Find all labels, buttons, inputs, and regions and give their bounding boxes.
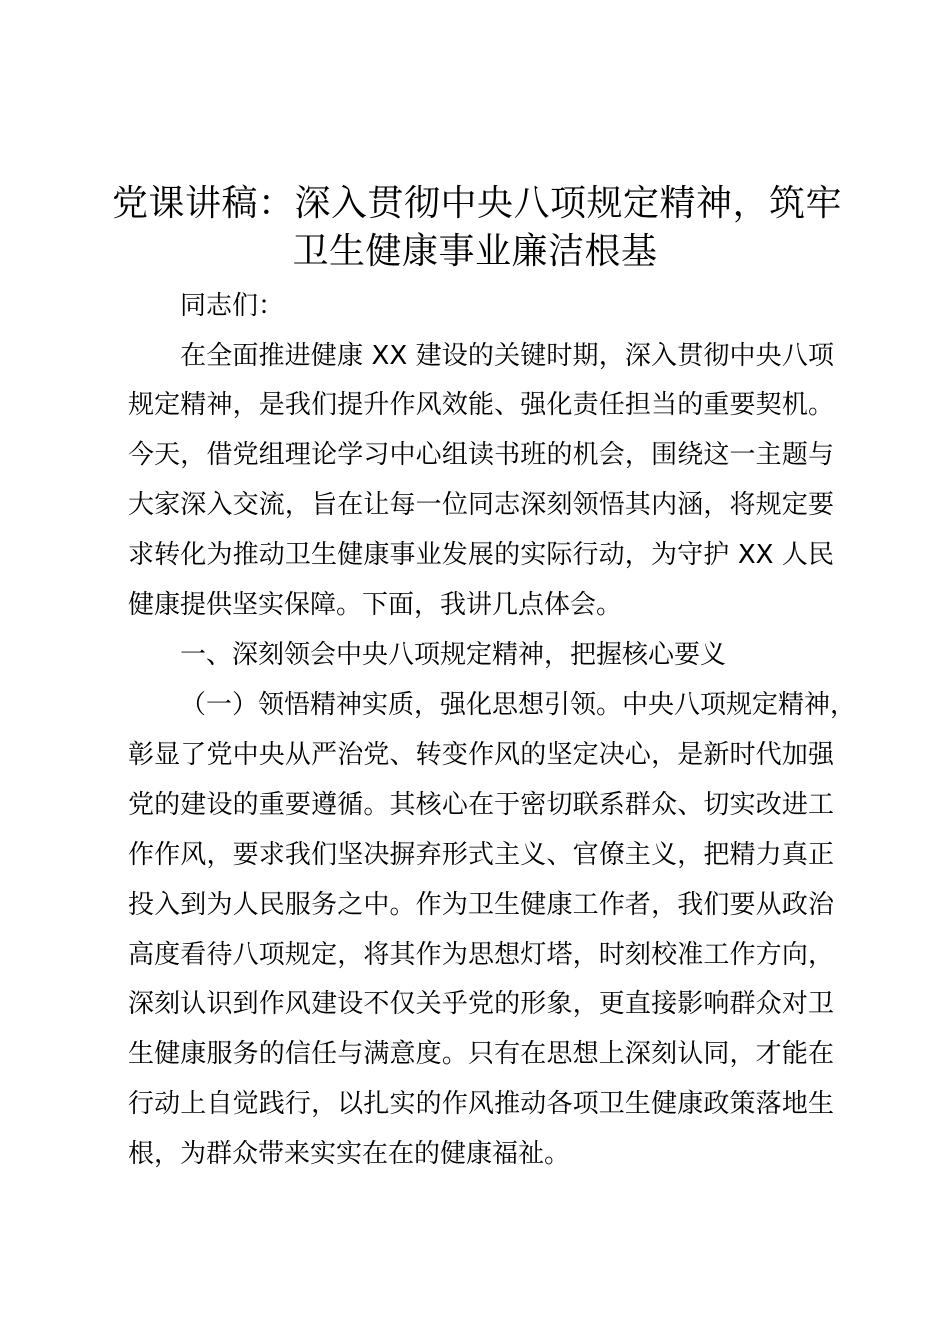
sub-1-line-9: 行动上自觉践行，以扎实的作风推动各项卫生健康政策落地生 — [128, 1089, 834, 1119]
intro-line-2: 规定精神，是我们提升作风效能、强化责任担当的重要契机。 — [128, 390, 834, 420]
document-title-line-1: 党课讲稿：深入贯彻中央八项规定精神，筑牢 — [112, 183, 843, 224]
intro-line-5: 求转化为推动卫生健康事业发展的实际行动，为守护 XX 人民 — [128, 540, 834, 570]
sub-1-line-8: 生健康服务的信任与满意度。只有在思想上深刻认同，才能在 — [128, 1039, 834, 1069]
sub-1-line-4: 作作风，要求我们坚决摒弃形式主义、官僚主义，把精力真正 — [128, 840, 834, 870]
intro-line-6: 健康提供坚实保障。下面，我讲几点体会。 — [128, 590, 623, 620]
intro-line-3: 今天，借党组理论学习中心组读书班的机会，围绕这一主题与 — [128, 440, 834, 470]
sub-1-line-6: 高度看待八项规定，将其作为思想灯塔，时刻校准工作方向， — [128, 940, 834, 970]
sub-1-line-5: 投入到为人民服务之中。作为卫生健康工作者，我们要从政治 — [128, 890, 834, 920]
sub-1-line-1: （一）领悟精神实质，强化思想引领。中央八项规定精神， — [180, 690, 857, 720]
section-1-heading: 一、深刻领会中央八项规定精神，把握核心要义 — [180, 640, 727, 670]
intro-line-4: 大家深入交流，旨在让每一位同志深刻领悟其内涵，将规定要 — [128, 490, 834, 520]
salutation: 同志们： — [180, 291, 285, 321]
sub-1-line-7: 深刻认识到作风建设不仅关乎党的形象，更直接影响群众对卫 — [128, 989, 834, 1019]
document-title-line-2: 卫生健康事业廉洁根基 — [292, 231, 658, 272]
intro-line-1: 在全面推进健康 XX 建设的关键时期，深入贯彻中央八项 — [180, 341, 834, 371]
sub-1-line-3: 党的建设的重要遵循。其核心在于密切联系群众、切实改进工 — [128, 790, 834, 820]
sub-1-line-10: 根，为群众带来实实在在的健康福祉。 — [128, 1139, 571, 1169]
sub-1-line-2: 彰显了党中央从严治党、转变作风的坚定决心，是新时代加强 — [128, 740, 834, 770]
